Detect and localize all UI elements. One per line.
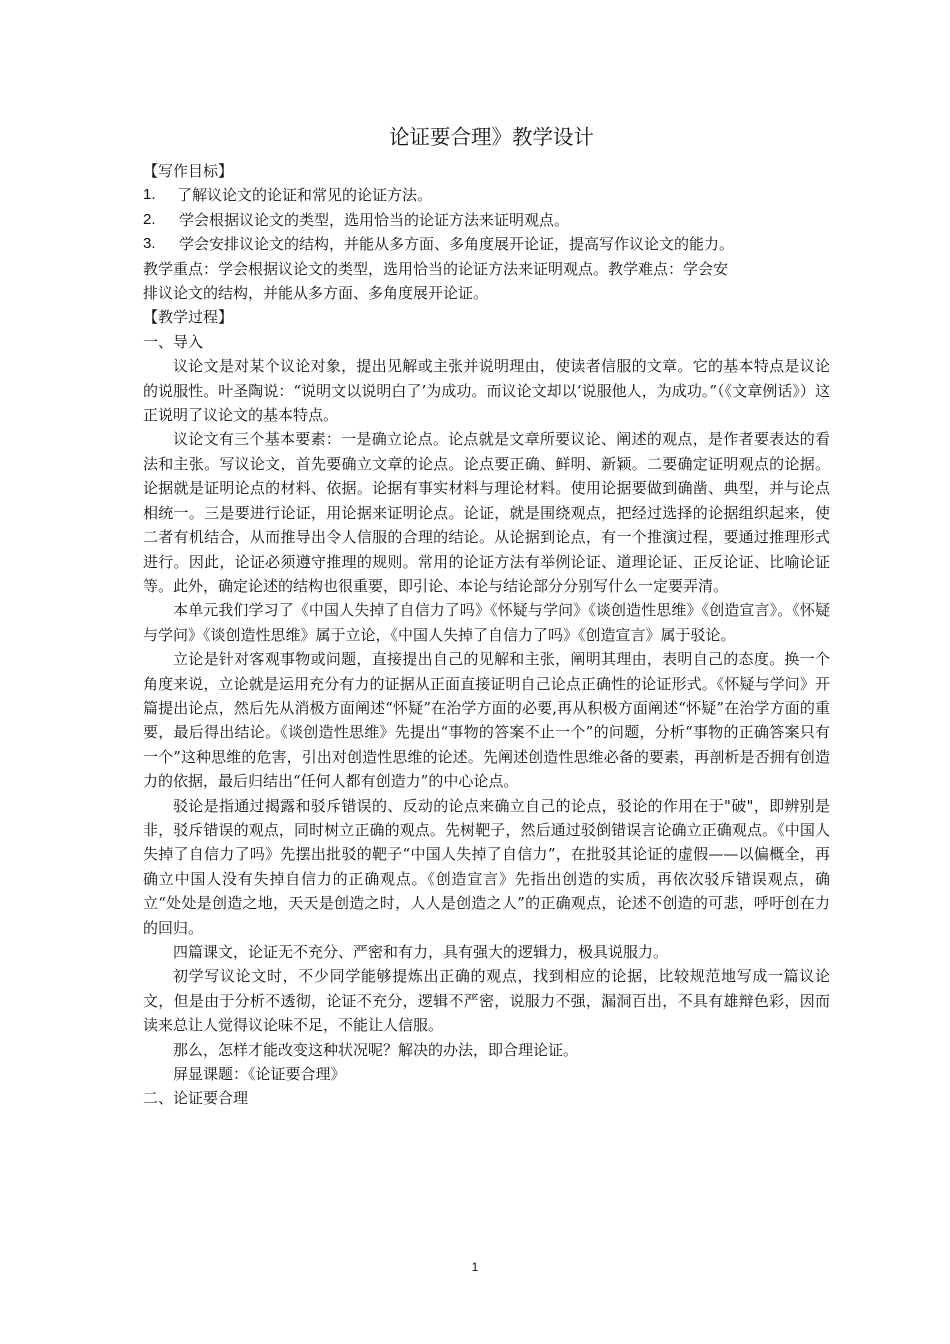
goal-number: 1. xyxy=(143,186,156,204)
goal-number: 3. xyxy=(143,235,156,253)
section-heading-intro: 一、导入 xyxy=(143,332,204,351)
goal-text: 学会根据议论文的类型，选用恰当的论证方法来证明观点。 xyxy=(179,210,570,229)
paragraph: 驳论是指通过揭露和驳斥错误的、反动的论点来确立自己的论点，驳论的作用在于"破"，即辨别是非，驳斥错误的观点，同时树立正确的观点。先树靶子，然后通过驳倒错误言论确立正确观点。《中国人失掉了自信力了吗》先摆出批驳的靶子“中国人失掉了自信力”，在批驳其论证的虚假——以偏概全，再确立中国人没有失掉自信力的正确观点。《创造宣言》先指出创造的实质，再依次驳斥错误观点，确立“处处是创造之地，天天是创造之时，人人是创造之人”的正确观点，论述不创造的可悲，呼吁创在力的回归。 xyxy=(143,796,830,937)
teaching-focus-line-1: 教学重点：学会根据议论文的类型，选用恰当的论证方法来证明观点。教学难点：学会安 xyxy=(143,259,729,278)
paragraph: 议论文是对某个议论对象，提出见解或主张并说明理由，使读者信服的文章。它的基本特点是议论的说服性。叶圣陶说：“说明文以说明白了’为成功。而议论文却以‘说服他人，为成功。”（《文章例话》）这正说明了议论文的基本特点。 xyxy=(143,357,830,425)
section-heading-reasoning: 二、论证要合理 xyxy=(143,1089,249,1108)
goal-number: 2. xyxy=(143,210,156,228)
paragraph: 那么，怎样才能改变这种状况呢？解决的办法，即合理论证。 xyxy=(173,1040,579,1059)
page-number: 1 xyxy=(471,1260,479,1274)
teaching-process-heading: 【教学过程】 xyxy=(143,308,234,327)
paragraph: 初学写议论文时，不少同学能够提炼出正确的观点，找到相应的论据，比较规范地写成一篇议论文，但是由于分析不透彻，论证不充分，逻辑不严密，说服力不强，漏洞百出，不具有雄辩色彩，因而读来总让人觉得议论味不足，不能让人信服。 xyxy=(143,967,830,1035)
goal-text: 了解议论文的论证和常见的论证方法。 xyxy=(177,186,433,205)
goal-item-2 xyxy=(143,208,830,232)
paragraph: 议论文有三个基本要素：一是确立论点。论点就是文章所要议论、阐述的观点，是作者要表达的看法和主张。写议论文，首先要确立文章的论点。论点要正确、鲜明、新颖。二要确定证明观点的论据。论据就是证明论点的材料、依据。论据有事实材料与理论材料。使用论据要做到确凿、典型，并与论点相统一。三是要进行论证，用论据来证明论点。论证，就是围绕观点，把经过选择的论据组织起来，使二者有机结合，从而推导出令人信服的合理的结论。从论据到论点，有一个推演过程，要通过推理形式进行。因此，论证必须遵守推理的规则。常用的论证方法有举例论证、道理论证、正反论证、比喻论证等。此外，确定论述的结构也很重要，即引论、本论与结论部分分别写什么一定要弄清。 xyxy=(143,430,830,595)
goal-item-3 xyxy=(143,232,830,256)
paragraph: 本单元我们学习了《中国人失掉了自信力了吗》《怀疑与学问》《谈创造性思维》《创造宣言》。《怀疑与学问》《谈创造性思维》属于立论，《中国人失掉了自信力了吗》《创造宣言》属于驳论。 xyxy=(143,601,830,644)
paragraph: 屏显课题：《论证要合理》 xyxy=(173,1065,346,1084)
goal-item-1 xyxy=(143,183,830,207)
document-title: 论证要合理》教学设计 xyxy=(389,125,594,149)
document-body xyxy=(143,122,830,1111)
paragraph: 立论是针对客观事物或问题，直接提出自己的见解和主张，阐明其理由，表明自己的态度。换一个角度来说，立论就是运用充分有力的证据从正面直接证明自己论点正确性的论证形式。《怀疑与学问》开篇提出论点，然后先从消极方面阐述“怀疑”在治学方面的必要,再从积极方面阐述“怀疑”在治学方面的重要，最后得出结论。《谈创造性思维》先提出“事物的答案不止一个”的问题，分析“事物的正确答案只有一个”这种思维的危害，引出对创造性思维的论述。先阐述创造性思维必备的要素，再剖析是否拥有创造力的依据，最后归结出“任何人都有创造力”的中心论点。 xyxy=(143,650,830,791)
teaching-focus-line-2: 排议论文的结构，并能从多方面、多角度展开论证。 xyxy=(143,284,489,303)
paragraph: 四篇课文，论证无不充分、严密和有力，具有强大的逻辑力，极具说服力。 xyxy=(173,943,669,961)
writing-goals-heading: 【写作目标】 xyxy=(143,162,234,180)
goal-text: 学会安排议论文的结构，并能从多方面、多角度展开论证，提高写作议论文的能力。 xyxy=(179,235,735,254)
